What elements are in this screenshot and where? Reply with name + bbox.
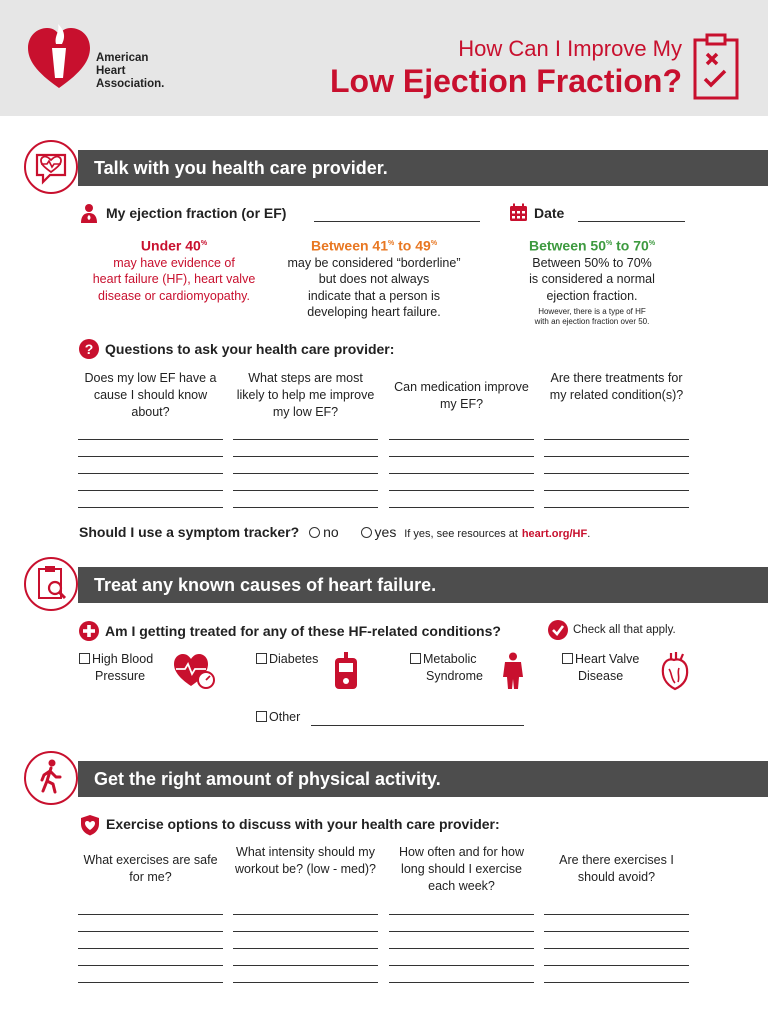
- other-input-line[interactable]: [311, 725, 524, 726]
- page-title: Low Ejection Fraction?: [329, 63, 682, 99]
- aha-logo-icon: [26, 22, 92, 92]
- answer-line[interactable]: [78, 507, 223, 508]
- range-heading: Between 50% to 70%: [528, 237, 656, 254]
- date-input-line[interactable]: [578, 221, 685, 222]
- range-text: indicate that a person is: [307, 288, 441, 303]
- svg-text:?: ?: [84, 341, 94, 357]
- checkbox[interactable]: [562, 653, 573, 664]
- check-badge-icon: [548, 620, 568, 640]
- answer-line[interactable]: [389, 982, 534, 983]
- radio-yes[interactable]: [361, 527, 372, 538]
- radio-no[interactable]: [309, 527, 320, 538]
- range-text: disease or cardiomyopathy.: [98, 288, 250, 303]
- answer-line[interactable]: [544, 473, 689, 474]
- range-note: However, there is a type of HF: [538, 307, 646, 317]
- answer-line[interactable]: [78, 948, 223, 949]
- logo-line: Heart: [96, 65, 126, 77]
- question-mark-icon: [79, 339, 99, 359]
- answer-line[interactable]: [389, 439, 534, 440]
- range-note: with an ejection fraction over 50.: [534, 317, 650, 327]
- answer-line[interactable]: [233, 439, 378, 440]
- walking-person-icon: [24, 751, 78, 805]
- answer-line[interactable]: [233, 914, 378, 915]
- resources-text: If yes, see resources at: [404, 528, 518, 540]
- page-header: [0, 0, 768, 116]
- answer-line[interactable]: [544, 931, 689, 932]
- answer-line[interactable]: [78, 965, 223, 966]
- glucose-meter-icon: [334, 652, 358, 690]
- answer-line[interactable]: [233, 931, 378, 932]
- answer-line[interactable]: [389, 507, 534, 508]
- condition-high-blood-pressure[interactable]: High Blood Pressure: [79, 651, 153, 685]
- option-yes[interactable]: yes: [361, 524, 397, 540]
- exercise-question-4: Are there exercises I should avoid?: [559, 853, 674, 884]
- section-title: Talk with you health care provider.: [94, 158, 388, 178]
- page-subtitle: How Can I Improve My: [458, 36, 682, 61]
- exercise-question-1: What exercises are safe for me?: [83, 853, 218, 884]
- tracker-question: Should I use a symptom tracker?: [79, 524, 300, 540]
- calendar-icon: [509, 203, 528, 222]
- anatomical-heart-icon: [660, 651, 690, 691]
- clipboard-magnifier-icon: [24, 557, 78, 611]
- question-1: Does my low EF have a cause I should know about?: [84, 371, 217, 419]
- heart-chat-icon: [24, 140, 78, 194]
- answer-line[interactable]: [389, 473, 534, 474]
- answer-line[interactable]: [544, 982, 689, 983]
- section-title: Get the right amount of physical activity.: [94, 769, 441, 789]
- answer-line[interactable]: [389, 456, 534, 457]
- answer-line[interactable]: [544, 507, 689, 508]
- range-heading: Under 40%: [140, 237, 208, 254]
- date-label: Date: [534, 205, 565, 221]
- answer-line[interactable]: [78, 931, 223, 932]
- answer-line[interactable]: [78, 473, 223, 474]
- ef-label: My ejection fraction (or EF): [106, 205, 287, 221]
- section-title: Treat any known causes of heart failure.: [94, 575, 437, 595]
- plus-circle-icon: [79, 621, 99, 641]
- checkbox[interactable]: [410, 653, 421, 664]
- shield-heart-icon: [80, 814, 100, 836]
- tracker-row: Should I use a symptom tracker? no yes If yes, see resources at heart.org/HF.: [79, 524, 591, 540]
- answer-line[interactable]: [233, 507, 378, 508]
- answer-line[interactable]: [544, 490, 689, 491]
- heart-pressure-gauge-icon: [173, 652, 217, 690]
- condition-diabetes[interactable]: Diabetes: [256, 651, 318, 668]
- clipboard-checklist-icon: [692, 32, 740, 102]
- range-heading: Between 41% to 49%: [310, 237, 438, 254]
- checkbox[interactable]: [79, 653, 90, 664]
- answer-line[interactable]: [233, 982, 378, 983]
- ef-range-under-40: [74, 235, 274, 304]
- answer-line[interactable]: [78, 914, 223, 915]
- answer-line[interactable]: [544, 456, 689, 457]
- exercise-heading: Exercise options to discuss with your health care provider:: [106, 816, 500, 832]
- logo-line: American: [96, 52, 149, 64]
- section-talk-bar: [78, 150, 768, 186]
- answer-line[interactable]: [389, 948, 534, 949]
- section-activity-bar: [78, 761, 768, 797]
- exercise-question-2: What intensity should my workout be? (low - med)?: [234, 845, 377, 876]
- answer-line[interactable]: [233, 948, 378, 949]
- answer-line[interactable]: [78, 456, 223, 457]
- range-text: may be considered “borderline”: [287, 255, 461, 270]
- ef-range-50-70: [492, 235, 692, 327]
- answer-line[interactable]: [544, 914, 689, 915]
- questions-heading: Questions to ask your health care provider:: [105, 341, 395, 357]
- check-note: Check all that apply.: [573, 624, 676, 636]
- answer-line[interactable]: [389, 965, 534, 966]
- checkbox[interactable]: [256, 653, 267, 664]
- answer-line[interactable]: [544, 965, 689, 966]
- aha-logo-text: [96, 52, 164, 91]
- section-treat-bar: [78, 567, 768, 603]
- range-text: but does not always: [318, 272, 430, 287]
- answer-line[interactable]: [389, 490, 534, 491]
- answer-line[interactable]: [233, 456, 378, 457]
- answer-line[interactable]: [233, 490, 378, 491]
- answer-line[interactable]: [78, 490, 223, 491]
- question-2: What steps are most likely to help me improve my low EF?: [236, 371, 375, 419]
- answer-line[interactable]: [78, 982, 223, 983]
- ef-input-line[interactable]: [314, 221, 480, 222]
- answer-line[interactable]: [233, 965, 378, 966]
- answer-line[interactable]: [389, 914, 534, 915]
- person-silhouette-icon: [502, 652, 524, 690]
- question-3: Can medication improve my EF?: [394, 380, 529, 411]
- logo-line: Association.: [96, 78, 165, 90]
- answer-line[interactable]: [544, 439, 689, 440]
- range-text: is considered a normal: [529, 272, 655, 287]
- option-no[interactable]: no: [309, 524, 339, 540]
- condition-metabolic-syndrome[interactable]: Metabolic Syndrome: [410, 651, 483, 685]
- person-icon: [79, 203, 99, 223]
- resources-link[interactable]: heart.org/HF: [521, 528, 588, 540]
- range-text: heart failure (HF), heart valve: [92, 272, 256, 287]
- range-text: may have evidence of: [113, 255, 235, 270]
- answer-line[interactable]: [78, 439, 223, 440]
- condition-heart-valve-disease[interactable]: Heart Valve Disease: [562, 651, 639, 685]
- range-text: developing heart failure.: [307, 305, 441, 320]
- range-text: Between 50% to 70%: [532, 255, 652, 270]
- answer-line[interactable]: [544, 948, 689, 949]
- checkbox[interactable]: [256, 711, 267, 722]
- conditions-question: Am I getting treated for any of these HF-related conditions?: [105, 623, 501, 639]
- answer-line[interactable]: [233, 473, 378, 474]
- ef-range-41-49: [274, 235, 474, 321]
- question-4: Are there treatments for my related condition(s)?: [549, 371, 684, 402]
- range-text: ejection fraction.: [546, 288, 638, 303]
- exercise-question-3: How often and for how long should I exercise each week?: [398, 845, 525, 893]
- condition-other[interactable]: Other: [256, 709, 300, 726]
- answer-line[interactable]: [389, 931, 534, 932]
